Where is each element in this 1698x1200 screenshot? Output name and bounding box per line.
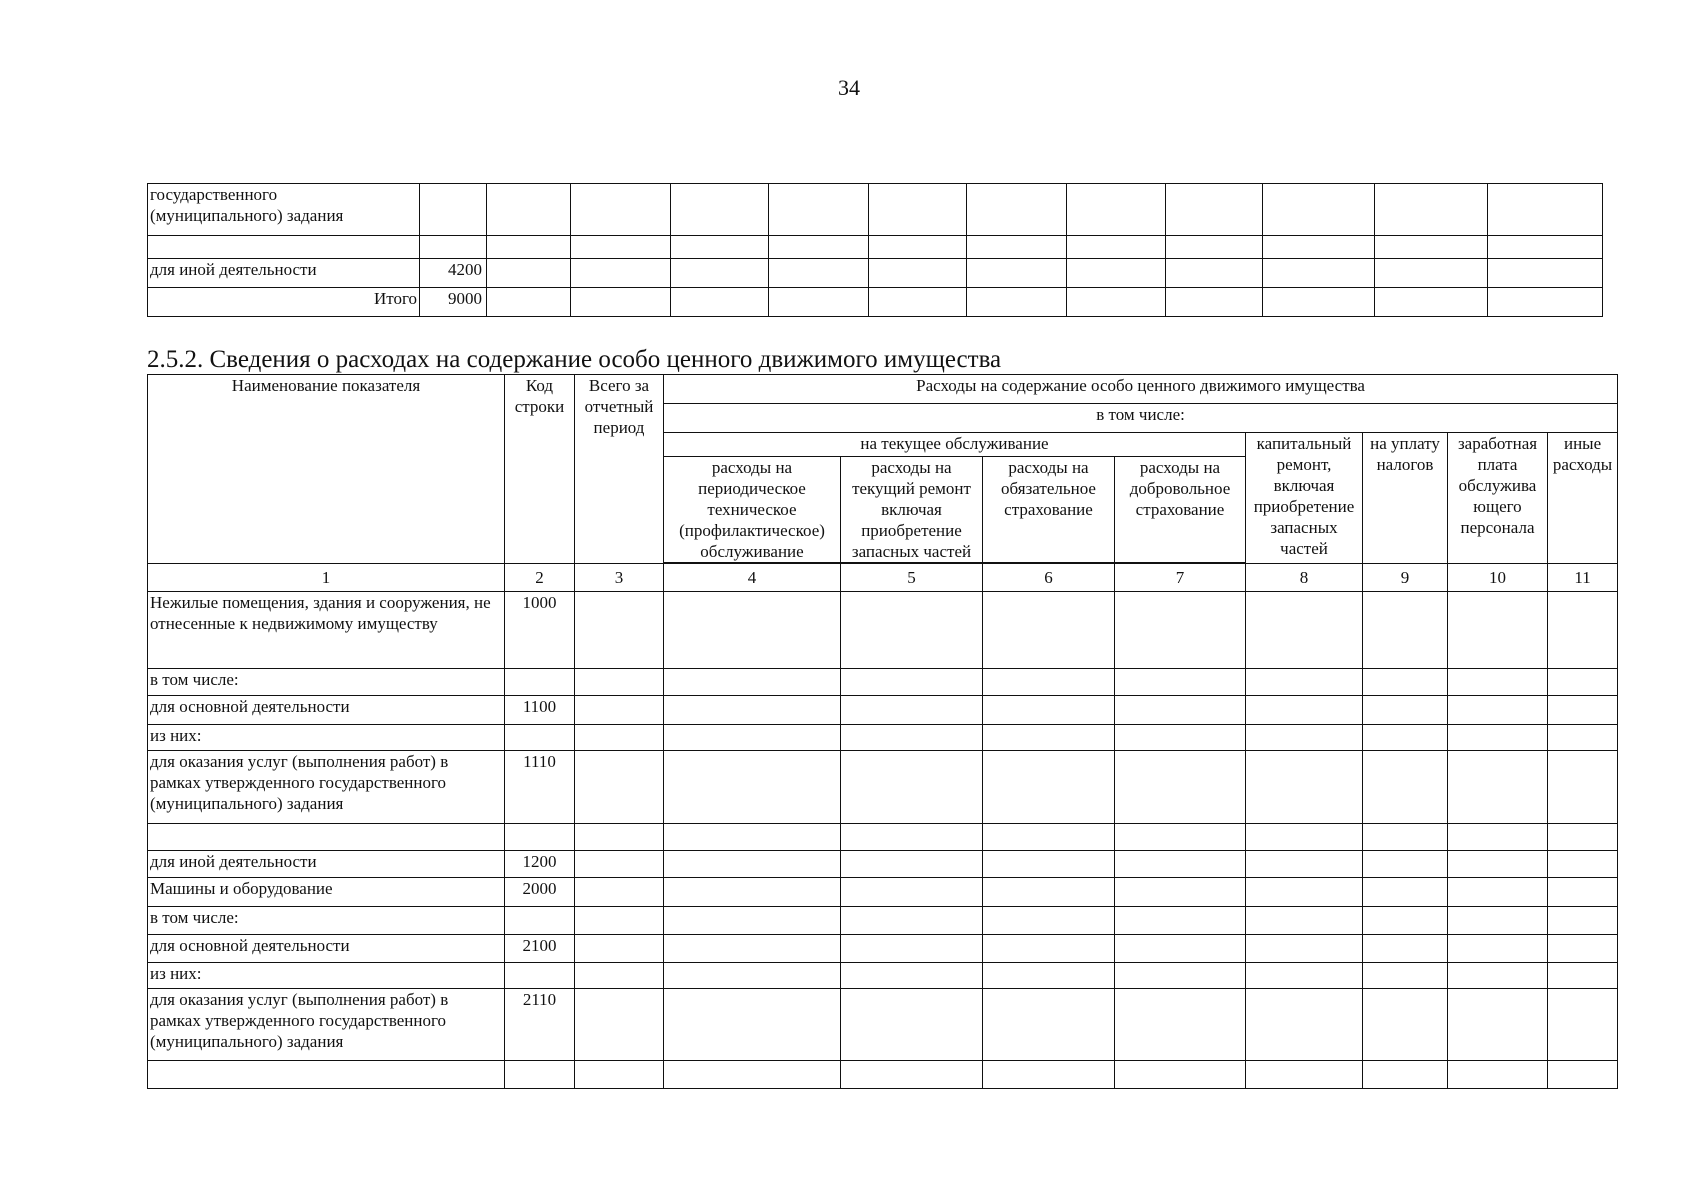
header-name: Наименование показателя	[148, 375, 505, 564]
empty-cell	[1115, 1061, 1246, 1089]
table-row	[148, 963, 1618, 989]
empty-cell	[869, 184, 967, 236]
column-number: 8	[1246, 564, 1363, 592]
row-code: 1200	[505, 851, 575, 878]
empty-cell	[664, 696, 841, 725]
empty-cell	[1375, 259, 1488, 288]
empty-cell	[967, 259, 1067, 288]
empty-cell	[575, 878, 664, 907]
column-number: 5	[841, 564, 983, 592]
row-name: для оказания услуг (выполнения работ) в рамках утвержденного государственного (муниципального) задания	[148, 751, 505, 824]
row-name: из них:	[148, 725, 505, 751]
empty-cell	[983, 592, 1115, 669]
header-including: в том числе:	[664, 404, 1618, 433]
empty-cell	[1115, 824, 1246, 851]
empty-cell	[1246, 751, 1363, 824]
column-number: 4	[664, 564, 841, 592]
empty-cell	[1548, 907, 1618, 935]
empty-cell	[1448, 696, 1548, 725]
empty-cell	[1488, 236, 1603, 259]
empty-cell	[841, 751, 983, 824]
header-col6: расходы на обязательное страхование	[983, 457, 1115, 563]
empty-cell	[575, 1061, 664, 1089]
empty-cell	[571, 259, 671, 288]
row-code: 2110	[505, 989, 575, 1061]
empty-cell	[1363, 878, 1448, 907]
empty-cell	[664, 963, 841, 989]
row-name: в том числе:	[148, 669, 505, 696]
row-name: Итого	[148, 288, 420, 317]
empty-cell	[1448, 989, 1548, 1061]
empty-cell	[1166, 184, 1263, 236]
table-row	[148, 184, 1603, 236]
empty-cell	[664, 824, 841, 851]
empty-cell	[1246, 907, 1363, 935]
empty-cell	[664, 989, 841, 1061]
table-row	[148, 592, 1618, 669]
empty-cell	[769, 288, 869, 317]
header-col9: на уплату налогов	[1363, 433, 1448, 564]
empty-cell	[575, 751, 664, 824]
empty-cell	[841, 878, 983, 907]
empty-cell	[841, 725, 983, 751]
empty-cell	[575, 725, 664, 751]
empty-cell	[575, 592, 664, 669]
empty-cell	[967, 288, 1067, 317]
empty-cell	[769, 236, 869, 259]
empty-cell	[983, 725, 1115, 751]
empty-cell	[1115, 935, 1246, 963]
empty-cell	[841, 824, 983, 851]
row-code	[505, 963, 575, 989]
header-code: Код строки	[505, 375, 575, 564]
empty-cell	[1548, 696, 1618, 725]
empty-cell	[1115, 725, 1246, 751]
empty-cell	[1548, 751, 1618, 824]
empty-cell	[1548, 989, 1618, 1061]
column-number: 6	[983, 564, 1115, 592]
empty-cell	[1448, 935, 1548, 963]
empty-cell	[1448, 851, 1548, 878]
empty-cell	[1115, 851, 1246, 878]
row-name: для основной деятельности	[148, 696, 505, 725]
header-current: на текущее обслуживание	[664, 433, 1246, 457]
empty-cell	[983, 851, 1115, 878]
empty-cell	[1246, 669, 1363, 696]
empty-cell	[1363, 824, 1448, 851]
row-name: государственного (муниципального) задания	[148, 184, 420, 236]
column-number: 2	[505, 564, 575, 592]
empty-cell	[983, 878, 1115, 907]
empty-cell	[1363, 725, 1448, 751]
empty-cell	[664, 592, 841, 669]
header-col11: иные расходы	[1548, 433, 1618, 564]
row-name: Машины и оборудование	[148, 878, 505, 907]
row-name: Нежилые помещения, здания и сооружения, не отнесенные к недвижимому имуществу	[148, 592, 505, 669]
row-code	[505, 1061, 575, 1089]
empty-cell	[841, 592, 983, 669]
row-code: 1000	[505, 592, 575, 669]
empty-cell	[1115, 878, 1246, 907]
header-total: Всего за отчетный период	[575, 375, 664, 564]
empty-cell	[671, 259, 769, 288]
row-code	[420, 236, 487, 259]
row-code: 9000	[420, 288, 487, 317]
header-col4: расходы на периодическое техническое (профилактическое) обслуживание	[664, 457, 841, 563]
empty-cell	[841, 669, 983, 696]
empty-cell	[664, 935, 841, 963]
empty-cell	[1548, 725, 1618, 751]
empty-cell	[1115, 696, 1246, 725]
empty-cell	[1246, 1061, 1363, 1089]
empty-cell	[1448, 751, 1548, 824]
header-col8: капитальный ремонт, включая приобретение запасных частей	[1246, 433, 1363, 564]
empty-cell	[983, 907, 1115, 935]
row-code: 1110	[505, 751, 575, 824]
empty-cell	[1448, 725, 1548, 751]
empty-cell	[1263, 184, 1375, 236]
row-code	[505, 669, 575, 696]
empty-cell	[571, 236, 671, 259]
empty-cell	[487, 236, 571, 259]
empty-cell	[1548, 669, 1618, 696]
empty-cell	[575, 696, 664, 725]
empty-cell	[841, 989, 983, 1061]
empty-cell	[571, 184, 671, 236]
empty-cell	[664, 851, 841, 878]
empty-cell	[1375, 288, 1488, 317]
empty-cell	[983, 989, 1115, 1061]
empty-cell	[1488, 184, 1603, 236]
empty-cell	[575, 935, 664, 963]
empty-cell	[1115, 751, 1246, 824]
row-name: для иной деятельности	[148, 259, 420, 288]
empty-cell	[1246, 878, 1363, 907]
empty-cell	[1067, 259, 1166, 288]
table-row	[148, 878, 1618, 907]
empty-cell	[983, 751, 1115, 824]
table-row	[148, 1061, 1618, 1089]
empty-cell	[664, 1061, 841, 1089]
empty-cell	[1448, 963, 1548, 989]
empty-cell	[869, 288, 967, 317]
table-row	[148, 236, 1603, 259]
empty-cell	[1246, 696, 1363, 725]
empty-cell	[1263, 236, 1375, 259]
empty-cell	[1166, 259, 1263, 288]
empty-cell	[841, 907, 983, 935]
empty-cell	[664, 725, 841, 751]
table-row	[148, 259, 1603, 288]
empty-cell	[1363, 1061, 1448, 1089]
empty-cell	[983, 1061, 1115, 1089]
empty-cell	[671, 288, 769, 317]
table-row	[148, 935, 1618, 963]
expenses-table	[147, 374, 1618, 1089]
table-row	[148, 824, 1618, 851]
empty-cell	[1363, 592, 1448, 669]
empty-cell	[1115, 592, 1246, 669]
empty-cell	[1363, 989, 1448, 1061]
empty-cell	[1548, 963, 1618, 989]
empty-cell	[664, 878, 841, 907]
empty-cell	[1363, 963, 1448, 989]
empty-cell	[1448, 669, 1548, 696]
empty-cell	[575, 824, 664, 851]
empty-cell	[575, 989, 664, 1061]
empty-cell	[1375, 184, 1488, 236]
row-code: 4200	[420, 259, 487, 288]
empty-cell	[1548, 1061, 1618, 1089]
empty-cell	[1067, 288, 1166, 317]
table-row	[148, 989, 1618, 1061]
column-number: 10	[1448, 564, 1548, 592]
empty-cell	[1363, 907, 1448, 935]
section-title: 2.5.2. Сведения о расходах на содержание особо ценного движимого имущества	[147, 346, 1002, 373]
table-row	[148, 851, 1618, 878]
empty-cell	[671, 184, 769, 236]
empty-cell	[664, 669, 841, 696]
empty-cell	[1263, 288, 1375, 317]
empty-cell	[841, 1061, 983, 1089]
empty-cell	[487, 288, 571, 317]
empty-cell	[664, 751, 841, 824]
empty-cell	[1246, 963, 1363, 989]
table-row	[148, 751, 1618, 824]
empty-cell	[575, 851, 664, 878]
empty-cell	[983, 963, 1115, 989]
continuation-table	[147, 183, 1603, 317]
empty-cell	[575, 669, 664, 696]
empty-cell	[1548, 824, 1618, 851]
empty-cell	[1246, 725, 1363, 751]
empty-cell	[571, 288, 671, 317]
row-code: 2100	[505, 935, 575, 963]
empty-cell	[1548, 878, 1618, 907]
row-name: для оказания услуг (выполнения работ) в рамках утвержденного государственного (муниципального) задания	[148, 989, 505, 1061]
row-code: 1100	[505, 696, 575, 725]
page-number: 34	[838, 75, 860, 100]
empty-cell	[983, 824, 1115, 851]
empty-cell	[869, 236, 967, 259]
row-code	[505, 907, 575, 935]
empty-cell	[1448, 824, 1548, 851]
empty-cell	[1166, 288, 1263, 317]
column-number: 11	[1548, 564, 1618, 592]
empty-cell	[1488, 288, 1603, 317]
empty-cell	[1067, 184, 1166, 236]
empty-cell	[1375, 236, 1488, 259]
header-col7: расходы на добровольное страхование	[1115, 457, 1246, 563]
empty-cell	[841, 935, 983, 963]
empty-cell	[1246, 989, 1363, 1061]
empty-cell	[1448, 1061, 1548, 1089]
empty-cell	[1488, 259, 1603, 288]
empty-cell	[671, 236, 769, 259]
row-code	[420, 184, 487, 236]
empty-cell	[575, 963, 664, 989]
empty-cell	[1115, 669, 1246, 696]
empty-cell	[869, 259, 967, 288]
empty-cell	[1548, 851, 1618, 878]
empty-cell	[1363, 935, 1448, 963]
column-number: 3	[575, 564, 664, 592]
empty-cell	[1246, 935, 1363, 963]
column-number: 7	[1115, 564, 1246, 592]
row-name	[148, 824, 505, 851]
empty-cell	[1067, 236, 1166, 259]
row-code: 2000	[505, 878, 575, 907]
empty-cell	[1363, 669, 1448, 696]
empty-cell	[1115, 989, 1246, 1061]
row-code	[505, 725, 575, 751]
empty-cell	[1263, 259, 1375, 288]
empty-cell	[1448, 907, 1548, 935]
empty-cell	[1363, 696, 1448, 725]
empty-cell	[983, 935, 1115, 963]
empty-cell	[1548, 592, 1618, 669]
empty-cell	[1246, 592, 1363, 669]
empty-cell	[983, 669, 1115, 696]
empty-cell	[967, 184, 1067, 236]
empty-cell	[841, 851, 983, 878]
column-number: 1	[148, 564, 505, 592]
empty-cell	[575, 907, 664, 935]
empty-cell	[1548, 935, 1618, 963]
row-name: из них:	[148, 963, 505, 989]
empty-cell	[487, 259, 571, 288]
empty-cell	[1363, 751, 1448, 824]
table-row	[148, 669, 1618, 696]
empty-cell	[664, 907, 841, 935]
empty-cell	[841, 963, 983, 989]
empty-cell	[1448, 592, 1548, 669]
empty-cell	[1166, 236, 1263, 259]
empty-cell	[769, 259, 869, 288]
header-col10: заработная плата обслужива ющего персонала	[1448, 433, 1548, 564]
row-name: для иной деятельности	[148, 851, 505, 878]
header-col5: расходы на текущий ремонт включая приобретение запасных частей	[841, 457, 983, 563]
empty-cell	[487, 184, 571, 236]
table-row	[148, 907, 1618, 935]
row-name: в том числе:	[148, 907, 505, 935]
empty-cell	[983, 696, 1115, 725]
row-code	[505, 824, 575, 851]
row-name: для основной деятельности	[148, 935, 505, 963]
table-row	[148, 288, 1603, 317]
empty-cell	[1363, 851, 1448, 878]
empty-cell	[769, 184, 869, 236]
empty-cell	[1246, 824, 1363, 851]
row-name	[148, 1061, 505, 1089]
empty-cell	[967, 236, 1067, 259]
table-row	[148, 725, 1618, 751]
header-group: Расходы на содержание особо ценного движимого имущества	[664, 375, 1618, 404]
column-number: 9	[1363, 564, 1448, 592]
empty-cell	[1115, 907, 1246, 935]
table-row	[148, 696, 1618, 725]
empty-cell	[841, 696, 983, 725]
empty-cell	[1448, 878, 1548, 907]
empty-cell	[1246, 851, 1363, 878]
row-name	[148, 236, 420, 259]
empty-cell	[1115, 963, 1246, 989]
